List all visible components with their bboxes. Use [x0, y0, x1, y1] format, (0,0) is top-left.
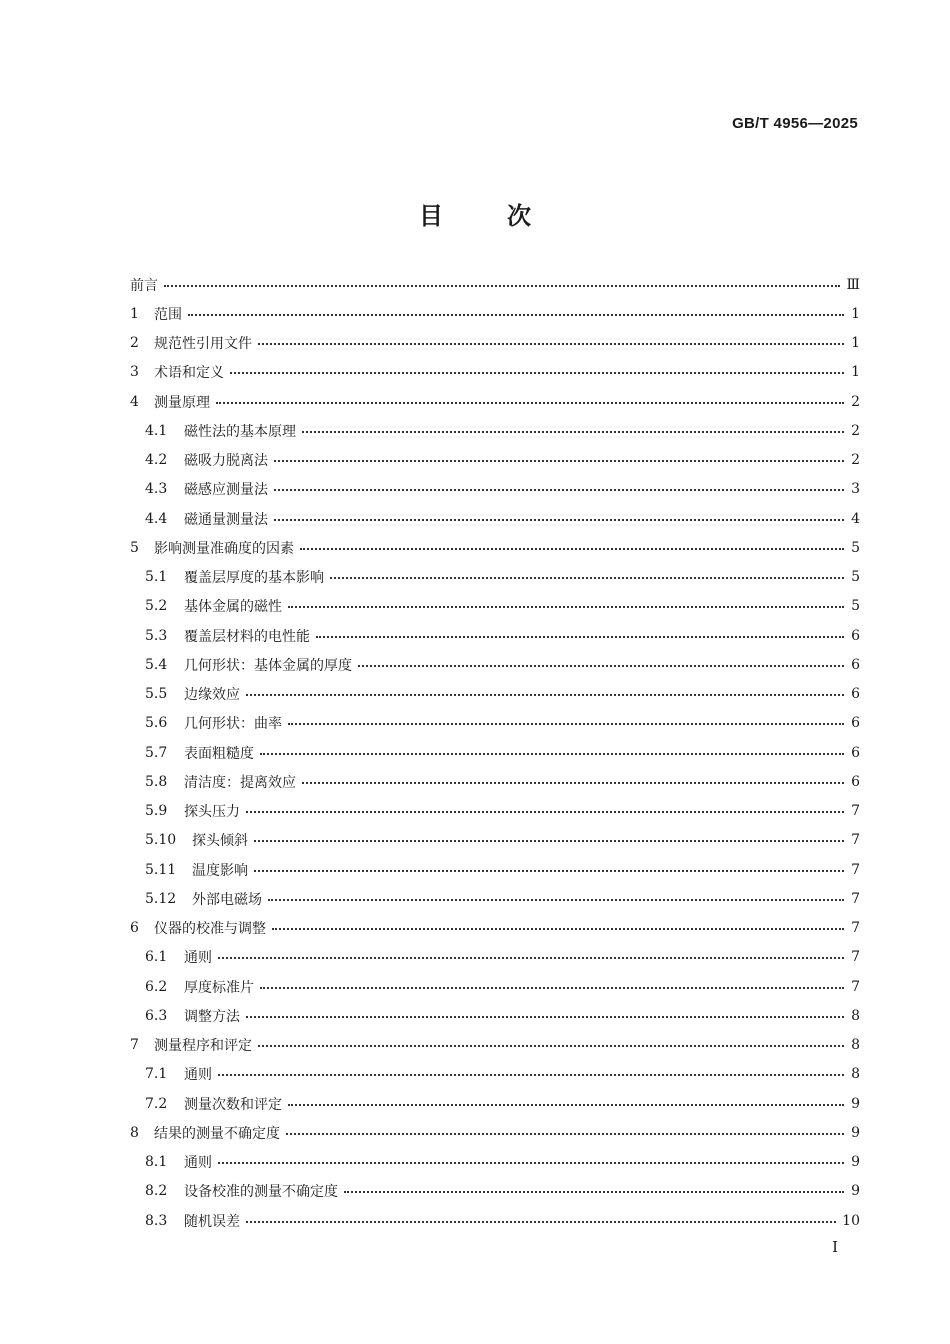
toc-leader-dots	[286, 1127, 844, 1135]
toc-entry-page: 5	[851, 569, 860, 586]
toc-entry-page: 9	[851, 1124, 860, 1141]
toc-entry-label: 测量原理	[154, 394, 210, 411]
toc-entry-label: 磁性法的基本原理	[184, 423, 296, 440]
toc-entry[interactable]	[130, 797, 860, 826]
toc-entry-number: 8	[130, 1124, 139, 1141]
toc-entry[interactable]	[130, 387, 860, 416]
toc-entry-page: 1	[851, 364, 860, 381]
toc-entry-number: 5.1	[145, 569, 168, 586]
toc-leader-dots	[268, 893, 844, 901]
toc-entry-number: 5.9	[145, 803, 168, 820]
toc-entry-label: 外部电磁场	[192, 891, 262, 908]
toc-entry[interactable]	[130, 299, 860, 328]
toc-entry[interactable]	[130, 270, 860, 299]
toc-entry-label: 通则	[184, 1155, 212, 1172]
toc-entry-number: 4.4	[145, 510, 168, 527]
toc-leader-dots	[274, 513, 844, 521]
toc-entry-page: 9	[851, 1154, 860, 1171]
toc-entry-page: Ⅲ	[846, 276, 860, 293]
toc-entry-page: 7	[851, 861, 860, 878]
toc-entry[interactable]	[130, 416, 860, 445]
toc-entry-label: 磁感应测量法	[184, 482, 268, 499]
toc-entry-label: 结果的测量不确定度	[154, 1125, 280, 1142]
toc-entry-number: 5.11	[145, 861, 177, 878]
toc-entry[interactable]	[130, 358, 860, 387]
toc-entry-number: 5	[130, 539, 139, 556]
toc-entry-number: 3	[130, 364, 139, 381]
toc-entry-label: 通则	[184, 1067, 212, 1084]
toc-entry[interactable]	[130, 826, 860, 855]
toc-leader-dots	[246, 688, 844, 696]
toc-leader-dots	[218, 1068, 844, 1076]
toc-entry-label: 温度影响	[192, 862, 248, 879]
toc-entry-page: 2	[851, 422, 860, 439]
toc-leader-dots	[288, 717, 844, 725]
toc-entry-number: 5.10	[145, 832, 177, 849]
toc-leader-dots	[246, 1215, 836, 1223]
toc-entry[interactable]	[130, 1177, 860, 1206]
toc-leader-dots	[288, 1098, 844, 1106]
toc-entry-page: 8	[851, 1037, 860, 1054]
toc-entry-number: 8.2	[145, 1183, 168, 1200]
toc-entry[interactable]	[130, 329, 860, 358]
toc-entry-label: 仪器的校准与调整	[154, 921, 266, 938]
toc-entry-number: 5.3	[145, 627, 168, 644]
toc-entry-number: 5.2	[145, 598, 168, 615]
toc-entry-page: 5	[851, 598, 860, 615]
toc-entry[interactable]	[130, 738, 860, 767]
toc-entry-page: 7	[851, 832, 860, 849]
toc-title-char: 次	[507, 202, 531, 230]
toc-entry-number: 4	[130, 393, 139, 410]
toc-entry-label: 几何形状：曲率	[184, 716, 282, 733]
toc-leader-dots	[218, 1156, 844, 1164]
toc-entry-page: 6	[851, 744, 860, 761]
toc-leader-dots	[246, 1010, 844, 1018]
toc-entry-page: 7	[851, 949, 860, 966]
toc-leader-dots	[254, 834, 844, 842]
toc-entry-label: 测量次数和评定	[184, 1096, 282, 1113]
toc-entry-label: 磁吸力脱离法	[184, 453, 268, 470]
toc-entry-label: 术语和定义	[154, 365, 224, 382]
toc-entry[interactable]	[130, 1089, 860, 1118]
toc-entry-page: 2	[851, 393, 860, 410]
toc-entry[interactable]	[130, 914, 860, 943]
toc-leader-dots	[258, 337, 844, 345]
toc-leader-dots	[188, 308, 844, 316]
toc-entry-label: 覆盖层厚度的基本影响	[184, 570, 324, 587]
toc-entry-page: 6	[851, 686, 860, 703]
toc-entry-page: 6	[851, 773, 860, 790]
toc-entry-label: 清洁度：提离效应	[184, 774, 296, 791]
table-of-contents	[130, 270, 860, 1235]
toc-entry-number: 7.1	[145, 1066, 168, 1083]
toc-leader-dots	[164, 279, 840, 287]
toc-entry[interactable]	[130, 1118, 860, 1147]
toc-entry[interactable]	[130, 533, 860, 562]
toc-leader-dots	[302, 776, 844, 784]
toc-entry[interactable]	[130, 1206, 860, 1235]
toc-entry-number: 7.2	[145, 1095, 168, 1112]
toc-leader-dots	[230, 366, 844, 374]
toc-entry-page: 8	[851, 1007, 860, 1024]
toc-entry-page: 7	[851, 803, 860, 820]
toc-entry[interactable]	[130, 592, 860, 621]
toc-entry[interactable]	[130, 621, 860, 650]
toc-title-char: 目	[419, 202, 443, 230]
toc-entry-label: 影响测量准确度的因素	[154, 540, 294, 557]
toc-entry-number: 6.1	[145, 949, 168, 966]
toc-entry-label: 前言	[130, 277, 158, 294]
toc-leader-dots	[216, 396, 844, 404]
toc-entry-page: 6	[851, 656, 860, 673]
toc-entry-label: 设备校准的测量不确定度	[184, 1184, 338, 1201]
toc-entry[interactable]	[130, 1148, 860, 1177]
toc-entry-number: 4.3	[145, 481, 168, 498]
toc-entry-label: 测量程序和评定	[154, 1038, 252, 1055]
toc-leader-dots	[300, 542, 844, 550]
toc-leader-dots	[316, 630, 844, 638]
toc-entry-number: 5.12	[145, 890, 177, 907]
toc-title	[0, 196, 950, 231]
toc-entry-page: 1	[851, 335, 860, 352]
toc-entry[interactable]	[130, 1060, 860, 1089]
toc-entry-number: 8.3	[145, 1212, 168, 1229]
toc-leader-dots	[254, 864, 844, 872]
toc-entry[interactable]	[130, 855, 860, 884]
toc-entry-page: 1	[851, 305, 860, 322]
toc-leader-dots	[358, 659, 844, 667]
toc-leader-dots	[302, 425, 844, 433]
toc-leader-dots	[260, 981, 844, 989]
toc-entry-number: 6.2	[145, 978, 168, 995]
toc-entry-number: 6.3	[145, 1007, 168, 1024]
toc-entry-number: 7	[130, 1037, 139, 1054]
toc-entry[interactable]	[130, 475, 860, 504]
toc-entry-label: 探头倾斜	[192, 833, 248, 850]
toc-entry-label: 范围	[154, 306, 182, 323]
toc-leader-dots	[330, 571, 844, 579]
toc-entry-page: 3	[851, 481, 860, 498]
toc-entry-number: 5.5	[145, 686, 168, 703]
toc-entry[interactable]	[130, 709, 860, 738]
toc-entry-page: 7	[851, 920, 860, 937]
toc-entry-label: 随机误差	[184, 1213, 240, 1230]
toc-leader-dots	[274, 483, 844, 491]
toc-entry-number: 2	[130, 335, 139, 352]
toc-leader-dots	[218, 951, 844, 959]
toc-entry[interactable]	[130, 446, 860, 475]
toc-entry-page: 4	[851, 510, 860, 527]
toc-entry-page: 7	[851, 978, 860, 995]
toc-entry-page: 9	[851, 1095, 860, 1112]
toc-entry-number: 5.6	[145, 715, 168, 732]
toc-leader-dots	[260, 747, 844, 755]
toc-entry-label: 调整方法	[184, 1008, 240, 1025]
toc-entry-number: 8.1	[145, 1154, 168, 1171]
toc-entry[interactable]	[130, 650, 860, 679]
toc-entry[interactable]	[130, 943, 860, 972]
toc-entry-page: 9	[851, 1183, 860, 1200]
toc-entry-number: 4.1	[145, 422, 168, 439]
toc-entry[interactable]	[130, 972, 860, 1001]
toc-entry-label: 磁通量测量法	[184, 511, 268, 528]
toc-entry-label: 覆盖层材料的电性能	[184, 628, 310, 645]
toc-entry-label: 探头压力	[184, 804, 240, 821]
toc-entry[interactable]	[130, 1031, 860, 1060]
toc-entry[interactable]	[130, 884, 860, 913]
toc-entry-number: 4.2	[145, 452, 168, 469]
toc-entry-number: 6	[130, 920, 139, 937]
toc-entry-label: 通则	[184, 950, 212, 967]
toc-entry-label: 厚度标准片	[184, 979, 254, 996]
toc-entry-label: 表面粗糙度	[184, 745, 254, 762]
toc-entry[interactable]	[130, 563, 860, 592]
toc-leader-dots	[288, 600, 844, 608]
toc-leader-dots	[344, 1185, 844, 1193]
toc-entry[interactable]	[130, 680, 860, 709]
toc-entry[interactable]	[130, 1001, 860, 1030]
toc-entry-page: 6	[851, 715, 860, 732]
toc-entry-page: 5	[851, 539, 860, 556]
toc-entry-page: 7	[851, 890, 860, 907]
toc-entry-number: 1	[130, 305, 139, 322]
toc-entry[interactable]	[130, 767, 860, 796]
toc-entry-number: 5.8	[145, 773, 168, 790]
toc-leader-dots	[272, 922, 844, 930]
toc-leader-dots	[246, 805, 844, 813]
toc-leader-dots	[258, 1039, 844, 1047]
toc-entry-page: 10	[842, 1212, 860, 1229]
standard-number: GB/T 4956—2025	[732, 115, 858, 132]
toc-entry-label: 几何形状：基体金属的厚度	[184, 657, 352, 674]
toc-leader-dots	[274, 454, 844, 462]
toc-entry-page: 2	[851, 452, 860, 469]
footer-page-number: I	[832, 1238, 838, 1256]
toc-entry-number: 5.7	[145, 744, 168, 761]
toc-entry-page: 6	[851, 627, 860, 644]
toc-entry-page: 8	[851, 1066, 860, 1083]
toc-entry-label: 规范性引用文件	[154, 336, 252, 353]
toc-entry-label: 边缘效应	[184, 687, 240, 704]
toc-entry-label: 基体金属的磁性	[184, 599, 282, 616]
toc-entry[interactable]	[130, 504, 860, 533]
toc-entry-number: 5.4	[145, 656, 168, 673]
